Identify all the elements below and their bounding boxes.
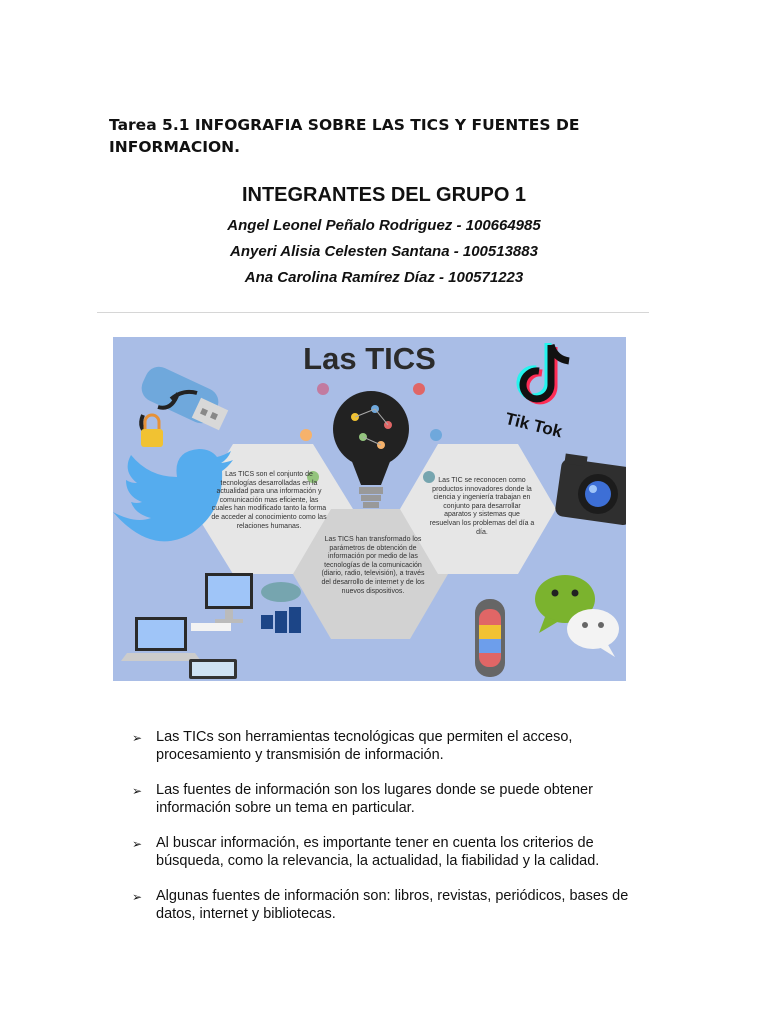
list-item-text: Al buscar información, es importante tener en cuenta los criterios de búsqueda, como la relevancia, la actualidad, la fiabilidad y la calidad.: [156, 835, 600, 869]
infographic-title: Las TICS: [303, 341, 436, 376]
list-item-text: Las fuentes de información son los lugares donde se puede obtener información sobre un tema en particular.: [156, 782, 593, 816]
list-item: [132, 887, 652, 923]
list-item: [132, 781, 652, 817]
task-title: Tarea 5.1 INFOGRAFIA SOBRE LAS TICS Y FUENTES DE INFORMACION.: [109, 116, 580, 156]
tiktok-label: Tik Tok: [503, 409, 565, 442]
arrow-bullet-icon: ➢: [132, 837, 143, 851]
list-item: [132, 834, 652, 870]
hexagon-right-text: Las TIC se reconocen como productos innovadores donde la ciencia y ingeniería trabajan en conjunto para desarrollar aparatos y sistemas que resuelvan los problemas del día a día.: [429, 477, 535, 536]
hexagon-center-text: Las TICS han transformado los parámetros de obtención de información por medio de las tecnologías de la comunicación (diario, radio, televisión), a través del desarrollo de internet y de los nuevos dispositivos.: [321, 536, 425, 595]
member-2: Anyeri Alisia Celesten Santana - 100513883: [230, 243, 538, 260]
member-1: Angel Leonel Peñalo Rodriguez - 100664985: [227, 217, 541, 234]
speaker-icon: [475, 599, 505, 677]
computer-devices-icon: [121, 573, 301, 681]
arrow-bullet-icon: ➢: [132, 784, 143, 798]
hexagon-left-text: Las TICS son el conjunto de tecnologías desarrolladas en la actualidad para una información y comunicación mas eficiente, las cuales han modificado tanto la forma de acceder al conocimiento como las relaciones humanas.: [211, 471, 327, 530]
group-title: INTEGRANTES DEL GRUPO 1: [241, 184, 527, 206]
list-item-text: Las TICs son herramientas tecnológicas que permiten el acceso, procesamiento y transmisión de información.: [156, 729, 573, 763]
camera-icon: [554, 454, 626, 526]
wechat-icon: [535, 575, 619, 657]
list-item: [132, 728, 652, 764]
divider: [97, 312, 649, 313]
arrow-bullet-icon: ➢: [132, 890, 143, 904]
infographic: [113, 337, 626, 681]
list-item-text: Algunas fuentes de información son: libros, revistas, periódicos, bases de datos, internet y bibliotecas.: [156, 888, 629, 922]
bullet-list: [132, 728, 652, 940]
arrow-bullet-icon: ➢: [132, 731, 143, 745]
infographic-art: [113, 337, 626, 681]
member-3: Ana Carolina Ramírez Díaz - 100571223: [244, 269, 524, 286]
